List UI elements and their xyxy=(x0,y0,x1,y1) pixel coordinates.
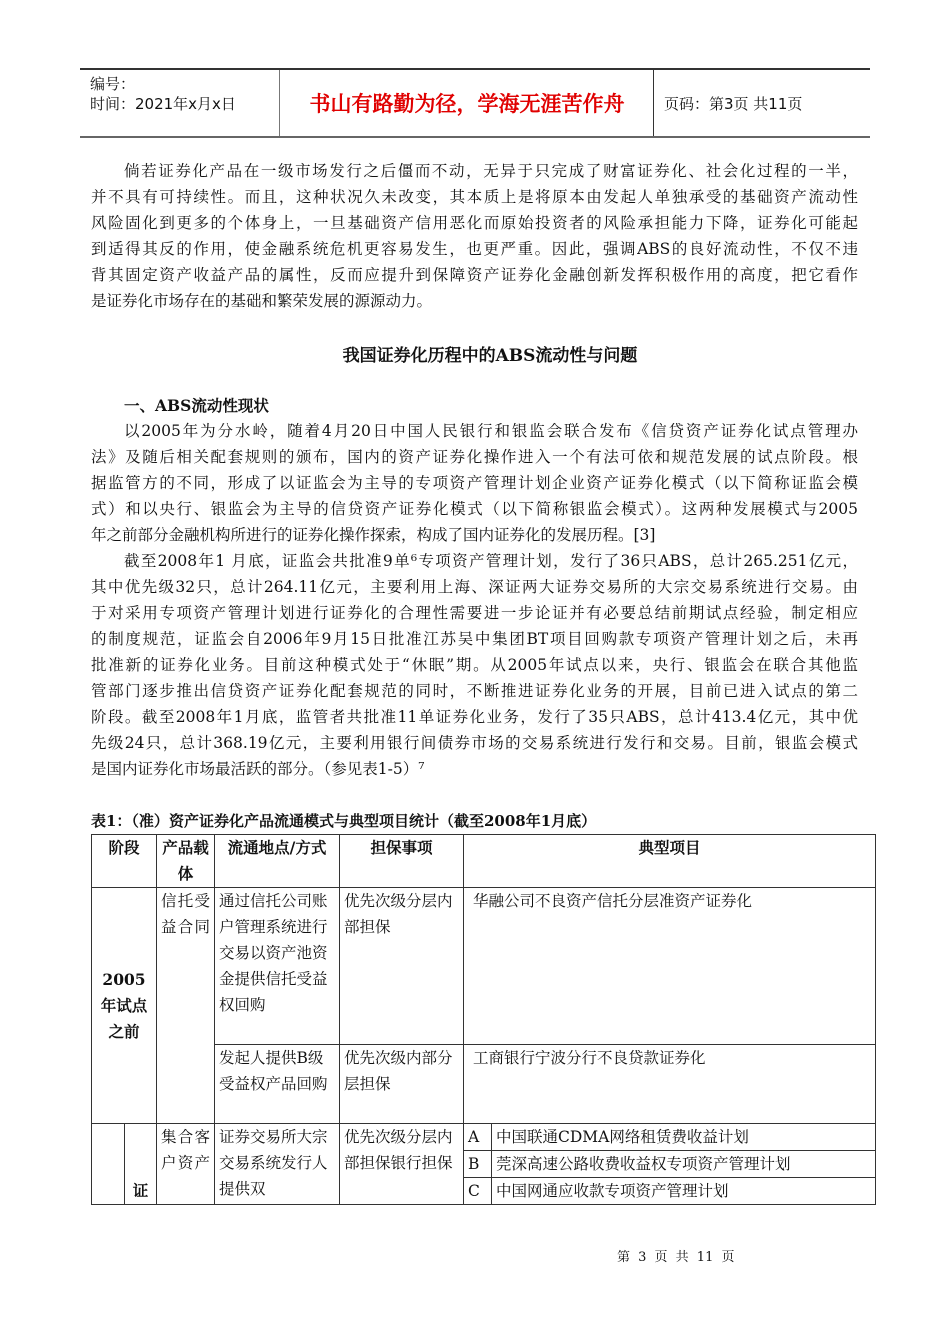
project-id: B xyxy=(464,1151,492,1178)
header-motto: 书山有路勤为径，学海无涯苦作舟 xyxy=(281,70,654,136)
text-line: 背其固定资产收益产品的属性，反而应提升到保障资产证券化金融创新发挥积极作用的高度，把它看作 xyxy=(91,266,858,284)
header-venue: 流通地点/方式 xyxy=(215,835,340,888)
section-title: 我国证券化历程中的ABS流动性与问题 xyxy=(342,346,638,366)
page-footer: 第 3 页 共 11 页 xyxy=(617,1250,735,1265)
text-line: 先级24只，总计368.19亿元，主要利用银行间债券市场的交易系统进行发行和交易。目前，银监会模式 xyxy=(91,734,858,752)
table-header-row xyxy=(92,835,876,888)
text-line: 批准新的证券化业务。目前这种模式处于“休眠”期。从2005年试点以来，央行、银监会在联合其他监 xyxy=(91,656,858,674)
header-guarantee: 担保事项 xyxy=(340,835,464,888)
project-name: 中国联通CDMA网络租赁费收益计划 xyxy=(492,1124,876,1151)
project-id: A xyxy=(464,1124,492,1151)
table-row xyxy=(92,1124,876,1151)
text-line: 据监管方的不同，形成了以证监会为主导的专项资产管理计划企业资产证券化模式（以下简称证监会模 xyxy=(91,474,858,492)
table-row xyxy=(92,888,876,1045)
doc-number: 编号： xyxy=(90,75,136,93)
project-cell: 工商银行宁波分行不良贷款证券化 xyxy=(464,1045,876,1124)
project-cell: 华融公司不良资产信托分层准资产证券化 xyxy=(464,888,876,1045)
text-line: 法》及随后相关配套规则的颁布，国内的资产证券化操作进入一个有法可依和规范发展的试点阶段。根 xyxy=(91,448,858,466)
text-line: 以2005年为分水岭，随着4月20日中国人民银行和银监会联合发布《信贷资产证券化试点管理办 xyxy=(124,422,858,440)
venue-cell: 发起人提供B级受益权产品回购 xyxy=(215,1045,340,1124)
doc-time: 时间：2021年x月x日 xyxy=(90,95,236,113)
subsection-heading: 一、ABS流动性现状 xyxy=(124,396,269,415)
header-left xyxy=(80,70,280,136)
carrier-cell: 信托受益合同 xyxy=(157,888,215,1124)
project-name: 莞深高速公路收费收益权专项资产管理计划 xyxy=(492,1151,876,1178)
text-line: 其中优先级32只，总计264.11亿元，主要利用上海、深证两大证券交易所的大宗交易系统进行交易。由 xyxy=(91,578,858,596)
stage-cell: 2005年试点之前 xyxy=(92,888,157,1124)
header-page-info: 页码：第3页 共11页 xyxy=(664,94,803,113)
guarantee-cell: 优先次级分层内部担保 xyxy=(340,888,464,1045)
page-header xyxy=(80,68,870,138)
text-line: 是证券化市场存在的基础和繁荣发展的源源动力。 xyxy=(91,292,433,310)
guarantee-cell: 优先次级内部分层担保 xyxy=(340,1045,464,1124)
carrier-cell: 集合客户资产 xyxy=(157,1124,215,1205)
text-line: 于对采用专项资产管理计划进行证券化的合理性需要进一步论证并有必要总结前期试点经验，制定相应 xyxy=(91,604,858,622)
text-line: 年之前部分金融机构所进行的证券化操作探索，构成了国内证券化的发展历程。[3] xyxy=(91,526,656,544)
statistics-table xyxy=(91,834,876,1205)
header-project: 典型项目 xyxy=(464,835,876,888)
text-line: 倘若证券化产品在一级市场发行之后僵而不动，无异于只完成了财富证券化、社会化过程的一半， xyxy=(124,162,858,180)
venue-cell: 通过信托公司账户管理系统进行交易以资产池资金提供信托受益权回购 xyxy=(215,888,340,1045)
text-line: 的制度规范，证监会自2006年9月15日批准江苏吴中集团BT项目回购款专项资产管理计划之后，未再 xyxy=(91,630,858,648)
stage-cell-empty xyxy=(92,1124,125,1205)
project-id: C xyxy=(464,1178,492,1205)
project-name: 中国网通应收款专项资产管理计划 xyxy=(492,1178,876,1205)
guarantee-cell: 优先次级分层内部担保银行担保 xyxy=(340,1124,464,1205)
text-line: 到适得其反的作用，使金融系统危机更容易发生，也更严重。因此，强调ABS的良好流动性，不仅不违 xyxy=(91,240,858,258)
text-line: 是国内证券化市场最活跃的部分。（参见表1-5）⁷ xyxy=(91,760,425,778)
table-caption: 表1：（准）资产证券化产品流通模式与典型项目统计（截至2008年1月底） xyxy=(91,812,597,830)
text-line: 阶段。截至2008年1月底，监管者共批准11单证券化业务，发行了35只ABS，总计413.4亿元，其中优 xyxy=(91,708,858,726)
text-line: 并不具有可持续性。而且，这种状况久未改变，其本质上是将原本由发起人单独承受的基础资产流动性 xyxy=(91,188,858,206)
text-line: 截至2008年1 月底，证监会共批准9单⁶专项资产管理计划，发行了36只ABS，总计265.251亿元， xyxy=(124,552,858,570)
venue-cell: 证券交易所大宗交易系统发行人提供双 xyxy=(215,1124,340,1205)
text-line: 管部门逐步推出信贷资产证券化配套规范的同时，不断推进证券化业务的开展，目前已进入试点的第二 xyxy=(91,682,858,700)
header-stage: 阶段 xyxy=(92,835,157,888)
stage-cell: 证 xyxy=(125,1124,157,1205)
text-line: 风险固化到更多的个体身上，一旦基础资产信用恶化而原始投资者的风险承担能力下降，证券化可能起 xyxy=(91,214,858,232)
text-line: 式）和以央行、银监会为主导的信贷资产证券化模式（以下简称银监会模式）。这两种发展模式与2005 xyxy=(91,500,858,518)
header-carrier: 产品载体 xyxy=(157,835,215,888)
